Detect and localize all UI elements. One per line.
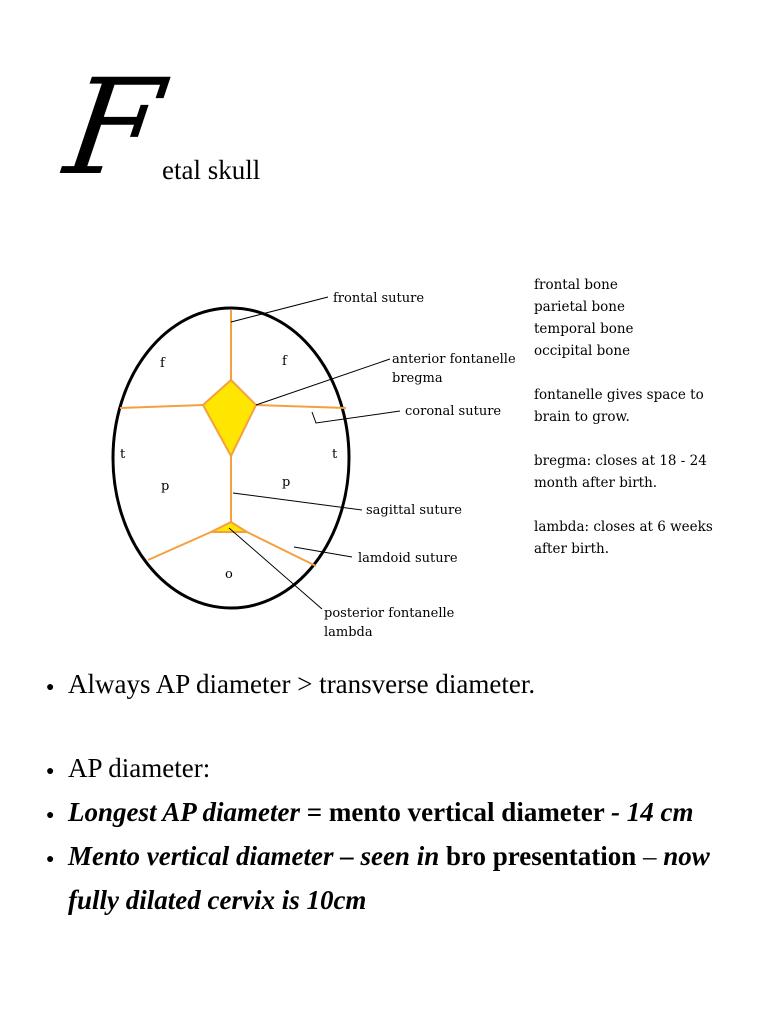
bullet-3-body: = mento vertical diameter [299, 797, 612, 827]
note-lambda-line1: lambda: closes at 6 weeks [534, 519, 713, 535]
coronal-suture-left [120, 405, 203, 408]
note-lambda-line2: after birth. [534, 541, 610, 557]
bullet-1-text: Always AP diameter > transverse diameter. [68, 669, 536, 699]
bullet-4-tail: now fully dilated cervix is 10cm [68, 841, 710, 915]
note-parietal-bone: parietal bone [534, 299, 625, 315]
lamdoid-suture-left [148, 532, 211, 560]
note-occipital-bone: occipital bone [534, 343, 631, 359]
note-bregma-line2: month after birth. [534, 475, 658, 491]
bone-f-left: f [160, 356, 165, 371]
note-temporal-bone: temporal bone [534, 321, 634, 337]
title-initial: F [57, 51, 171, 205]
note-bregma-line1: bregma: closes at 18 - 24 [534, 453, 707, 469]
label-posterior-fontanelle: posterior fontanelle [324, 606, 455, 621]
bullet-item-3 [46, 790, 746, 834]
bullet-item-4 [46, 834, 746, 922]
bullet-3-value: - 14 cm [611, 797, 694, 827]
label-frontal-suture: frontal suture [333, 291, 425, 306]
bullet-dot: ● [46, 852, 55, 867]
bullet-2-text: AP diameter: [68, 753, 211, 783]
bullet-3-emphasis: Longest AP diameter [68, 797, 300, 827]
label-lamdoid-suture: lamdoid suture [358, 551, 458, 566]
anterior-fontanelle-shape [203, 380, 256, 456]
bullet-dot: ● [46, 680, 55, 695]
bone-f-right: f [282, 354, 287, 369]
label-bregma: bregma [392, 371, 443, 386]
bone-o: o [225, 567, 233, 582]
bullet-item-2 [46, 746, 746, 790]
bullet-dot: ● [46, 808, 55, 823]
bone-t-left: t [120, 447, 126, 462]
title-text: etal skull [162, 155, 261, 185]
label-anterior-fontanelle: anterior fontanelle [392, 352, 516, 367]
bone-p-left: p [161, 479, 170, 494]
label-coronal-suture: coronal suture [405, 404, 502, 419]
bone-p-right: p [282, 475, 291, 490]
posterior-fontanelle-shape [211, 522, 247, 532]
bone-t-right: t [332, 447, 338, 462]
leader-lamdoid-suture [294, 547, 352, 557]
leader-coronal-suture [312, 411, 400, 423]
bullet-dot: ● [46, 764, 55, 779]
label-lambda: lambda [324, 625, 373, 640]
bullet-4-dash: – [636, 841, 664, 871]
bullet-list [46, 662, 746, 922]
note-fontanelle-line2: brain to grow. [534, 409, 630, 425]
bullet-item-1 [46, 662, 746, 706]
coronal-suture-right [256, 405, 346, 408]
slide-title [57, 51, 328, 205]
label-sagittal-suture: sagittal suture [366, 503, 462, 518]
note-fontanelle-line1: fontanelle gives space to [534, 387, 704, 403]
bullet-4-emphasis: Mento vertical diameter – seen in [68, 841, 440, 871]
note-frontal-bone: frontal bone [534, 277, 618, 293]
diagram-notes [534, 274, 764, 560]
bullet-4-body: bro presentation [439, 841, 637, 871]
fetal-skull-diagram [0, 260, 530, 650]
